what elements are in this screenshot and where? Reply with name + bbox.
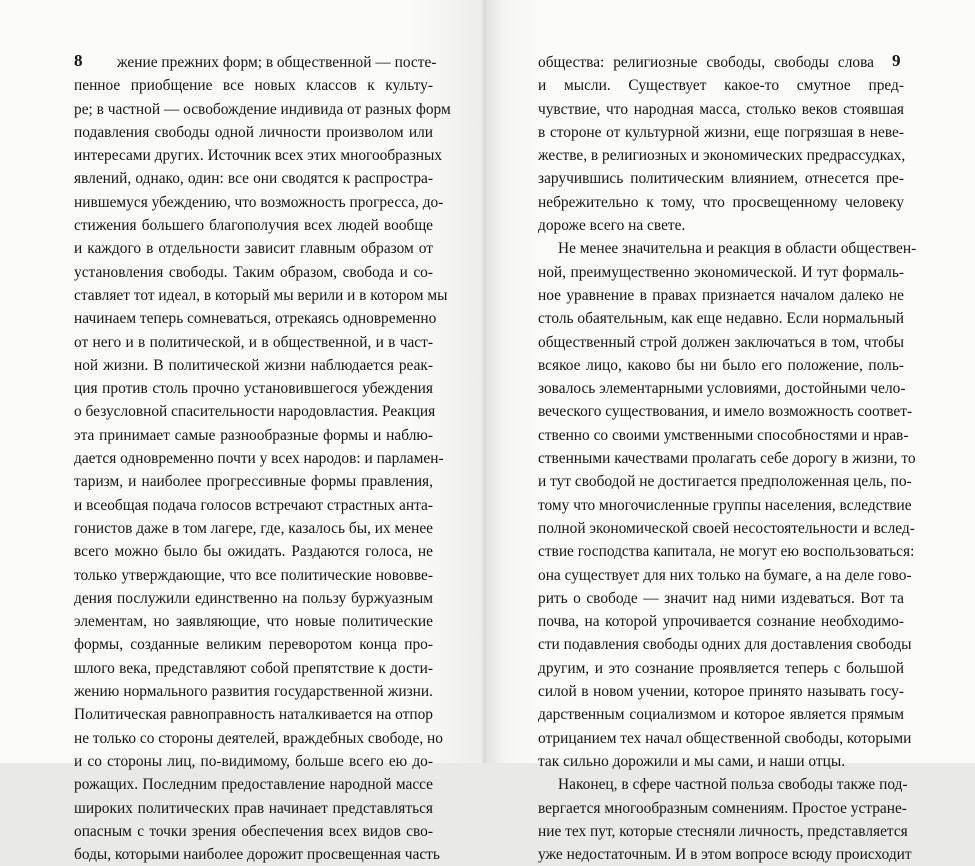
text-line: и со стороны лиц, по-видимому, больше всего ею до- — [74, 752, 433, 770]
text-line: уже недостаточным. И в этом вопросе всюду происходит — [538, 846, 912, 864]
text-line: заручившись политическим влиянием, отнесется пре- — [538, 170, 904, 188]
text-line: таризм, и наиболее прогрессивные формы правления, — [74, 473, 433, 491]
text-line: чувствие, что народная масса, столько веков стоявшая — [538, 100, 904, 118]
text-line: не только со стороны деятелей, враждебных свободе, но — [74, 729, 443, 747]
text-line: элементам, но заявляющие, что новые политические — [74, 613, 433, 631]
text-line: нившемуся убеждению, что возможность прогресса, до- — [74, 193, 444, 211]
text-line: о безусловной спасительности народовластия. Реакция — [74, 403, 436, 421]
page-number-left: 8 — [74, 51, 83, 70]
text-line: Не менее значительна и реакция в области обществен- — [558, 240, 917, 258]
text-line: интересами других. Источник всех этих многообразных — [74, 147, 443, 165]
text-line: шлого века, представляют собой препятствие к дости- — [74, 659, 433, 677]
text-line: явлений, однако, один: все они сводятся к распростра- — [74, 170, 433, 188]
text-line: общества: религиозные свободы, свободы слова — [538, 54, 874, 71]
text-line: рожащих. Последним предоставление народной массе — [74, 776, 433, 794]
text-line: силой в новом учении, которое принято называть госу- — [538, 683, 904, 701]
text-line: дарственным социализмом и которое является прямым — [538, 706, 904, 724]
text-line: ной жизни. В политической жизни наблюдается реак- — [74, 356, 433, 374]
text-line: начинаем теперь сомневаться, отрекаясь одновременно — [74, 310, 437, 328]
text-line: и всеобщая подача голосов встречают страстных анта- — [74, 496, 433, 514]
text-line: формы, созданные великим переворотом конца про- — [74, 636, 433, 654]
text-line: всего можно было бы ожидать. Раздаются голоса, не — [74, 543, 433, 561]
text-line: вергается многообразным сомнениям. Простое устране- — [538, 799, 907, 817]
page-number-right: 9 — [892, 51, 901, 70]
text-line: общественный строй должен заключаться в том, чтобы — [538, 333, 904, 351]
text-line: ставляет тот идеал, в который мы верили и в котором мы — [74, 286, 448, 304]
text-line: отрицанием тех начал общественной свободы, которыми — [538, 729, 912, 747]
left-page — [0, 0, 484, 864]
text-line: жение прежних форм; в общественной — посте- — [117, 54, 437, 71]
text-line: рить о свободе — значит над ними издеваться. Вот та — [538, 589, 904, 607]
text-line: Наконец, в сфере частной польза свободы также под- — [558, 776, 908, 794]
text-line: жению нормального развития государственной жизни. — [74, 683, 433, 701]
text-line: так сильно дорожили и мы сами, и наши отцы. — [538, 752, 846, 770]
text-line: боды, которыми наиболее дорожит просвещенная часть — [74, 846, 440, 864]
text-line: подавления свободы одной личности произволом или — [74, 123, 433, 141]
text-line: опасным с точки зрения обеспечения всех видов сво- — [74, 822, 433, 840]
text-line: ция против столь прочно установившегося убеждения — [74, 380, 433, 398]
text-line: она существует для них только на бумаге, а на деле гово- — [538, 566, 912, 584]
text-line: небрежительно к тому, что просвещенному человеку — [538, 193, 904, 211]
text-line: установления свободы. Таким образом, свобода и со- — [74, 263, 433, 281]
text-line: только утверждающие, что все политические нововве- — [74, 566, 433, 584]
text-line: веческого существования, и имело возможность соответ- — [538, 403, 913, 421]
text-line: Политическая равноправность наталкивается на отпор — [74, 706, 433, 724]
text-line: и мысли. Существует какое-то смутное пред- — [538, 77, 904, 95]
text-line: другим, и это сознание проявляется теперь с большой — [538, 659, 904, 677]
text-line: ственно со своими умственными способностями и нрав- — [538, 426, 909, 444]
text-line: дения послужили единственно на пользу буржуазным — [74, 589, 433, 607]
text-line: и каждого в отдельности зависит главным образом от — [74, 240, 433, 258]
right-page — [486, 0, 975, 864]
text-line: пенное приобщение все новых классов к культу- — [74, 77, 433, 95]
text-line: дороже всего на свете. — [538, 217, 686, 235]
text-line: в стороне от культурной жизни, еще погрязшая в неве- — [538, 123, 904, 141]
text-line: гонистов даже в том лагере, где, казалось бы, их менее — [74, 519, 433, 537]
text-line: столь обаятельным, как еще недавно. Если нормальный — [538, 310, 904, 328]
text-line: дается одновременно почти у всех народов: и парламен- — [74, 450, 444, 468]
text-line: почва, на которой упрочивается сознание необходимо- — [538, 613, 904, 631]
text-line: всякое лицо, каково бы ни было его положение, поль- — [538, 356, 904, 374]
text-line: ние тех пут, которые стесняли личность, представляется — [538, 822, 908, 840]
text-line: от него и в политической, и в общественной, и в част- — [74, 333, 433, 351]
text-line: зовалось элементарными условиями, достойными чело- — [538, 380, 906, 398]
text-line: сти подавления свободы одних для доставления свободы — [538, 636, 912, 654]
text-line: широких политических прав начинает представляться — [74, 799, 433, 817]
right-page-text — [538, 51, 917, 866]
text-line: ственными качествами пролагать себе дорогу в жизни, то — [538, 450, 916, 468]
text-line: жестве, в религиозных и экономических предрассудках, — [538, 147, 906, 165]
text-line: и тут свободой не достигается предположенная цель, по- — [538, 473, 912, 491]
text-line: ствие господства капитала, не могут ею воспользоваться: — [538, 543, 915, 561]
text-line: стижения большего благополучия всех людей вообще — [74, 217, 433, 235]
text-line: эта принимает самые разнообразные формы и наблю- — [74, 426, 433, 444]
text-line: полной экономической своей несостоятельности и вслед- — [538, 519, 915, 537]
text-line: ре; в частной — освобождение индивида от разных форм — [74, 100, 451, 118]
text-line: ное уравнение в правах признается началом далеко не — [538, 286, 904, 304]
text-line: ной, преимущественно экономической. И тут формаль- — [538, 263, 904, 281]
left-page-text — [74, 51, 451, 866]
text-line: тому что многочисленные группы населения, вследствие — [538, 496, 912, 514]
